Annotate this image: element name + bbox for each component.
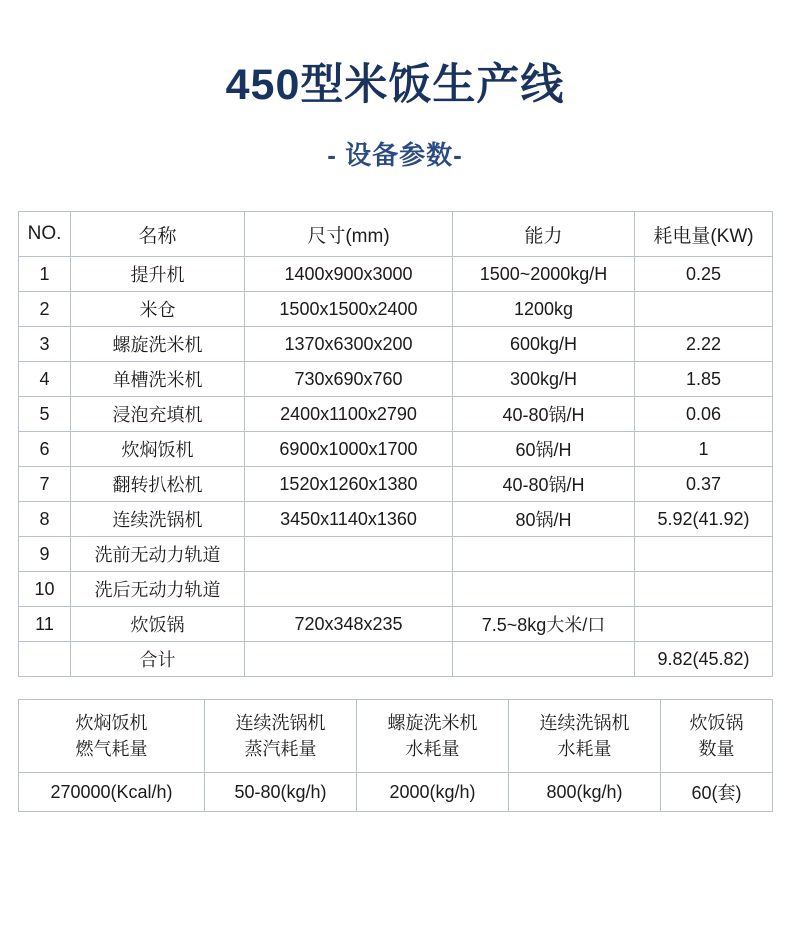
cell-size <box>245 537 453 572</box>
cell-size: 1370x6300x200 <box>245 327 453 362</box>
cell-no: 4 <box>19 362 71 397</box>
cell-no: 1 <box>19 257 71 292</box>
column-header-power: 耗电量(KW) <box>635 212 773 257</box>
consumption-header-potwasher-water-line1: 连续洗锅机 <box>539 713 630 734</box>
cell-capacity <box>453 572 635 607</box>
cell-capacity: 40-80锅/H <box>453 397 635 432</box>
cell-no: 8 <box>19 502 71 537</box>
table-row <box>19 537 773 572</box>
cell-name: 单槽洗米机 <box>71 362 245 397</box>
page-title: 450型米饭生产线 <box>225 61 565 109</box>
cell-capacity: 7.5~8kg大米/口 <box>453 607 635 642</box>
cell-power <box>635 607 773 642</box>
table-row <box>19 362 773 397</box>
cell-size: 730x690x760 <box>245 362 453 397</box>
consumption-header-steam-line1: 连续洗锅机 <box>235 713 326 734</box>
column-header-no: NO. <box>19 212 71 257</box>
cell-capacity: 60锅/H <box>453 432 635 467</box>
consumption-header-potwasher-water-line2: 水耗量 <box>557 739 612 760</box>
cell-name: 洗后无动力轨道 <box>71 572 245 607</box>
cell-name: 连续洗锅机 <box>71 502 245 537</box>
cell-no: 11 <box>19 607 71 642</box>
table-row <box>19 607 773 642</box>
cell-name: 炊饭锅 <box>71 607 245 642</box>
cell-power <box>635 292 773 327</box>
consumption-value-washer-water: 2000(kg/h) <box>357 773 509 812</box>
table-row <box>19 292 773 327</box>
consumption-header-washer-water-line1: 螺旋洗米机 <box>387 713 478 734</box>
cell-no <box>19 642 71 677</box>
cell-total-label: 合计 <box>71 642 245 677</box>
consumption-value-potwasher-water: 800(kg/h) <box>509 773 661 812</box>
cell-no: 3 <box>19 327 71 362</box>
cell-power: 1.85 <box>635 362 773 397</box>
column-header-size: 尺寸(mm) <box>245 212 453 257</box>
cell-name: 提升机 <box>71 257 245 292</box>
page-subtitle: - 设备参数- <box>327 140 463 171</box>
cell-size: 3450x1140x1360 <box>245 502 453 537</box>
consumption-header-washer-water-line2: 水耗量 <box>405 739 460 760</box>
cell-size: 2400x1100x2790 <box>245 397 453 432</box>
cell-size: 1500x1500x2400 <box>245 292 453 327</box>
cell-capacity: 80锅/H <box>453 502 635 537</box>
consumption-header-gas <box>19 700 205 773</box>
table-row <box>19 572 773 607</box>
cell-name: 翻转扒松机 <box>71 467 245 502</box>
column-header-name: 名称 <box>71 212 245 257</box>
cell-power: 0.37 <box>635 467 773 502</box>
table-row-total <box>19 642 773 677</box>
cell-power <box>635 537 773 572</box>
cell-no: 5 <box>19 397 71 432</box>
cell-capacity: 1200kg <box>453 292 635 327</box>
cell-capacity <box>453 642 635 677</box>
table-row <box>19 432 773 467</box>
cell-size <box>245 572 453 607</box>
cell-name: 洗前无动力轨道 <box>71 537 245 572</box>
consumption-header-potwasher-water <box>509 700 661 773</box>
consumption-header-washer-water <box>357 700 509 773</box>
cell-name: 米仓 <box>71 292 245 327</box>
consumption-value-row <box>19 773 773 812</box>
consumption-header-steam-line2: 蒸汽耗量 <box>244 739 317 760</box>
cell-name: 炊焖饭机 <box>71 432 245 467</box>
consumption-header-pot-count-line2: 数量 <box>698 739 735 760</box>
equipment-parameters-table <box>18 211 773 677</box>
table-header-row <box>19 212 773 257</box>
cell-power: 0.25 <box>635 257 773 292</box>
cell-name: 螺旋洗米机 <box>71 327 245 362</box>
consumption-header-gas-line2: 燃气耗量 <box>75 739 148 760</box>
table-row <box>19 327 773 362</box>
cell-capacity: 40-80锅/H <box>453 467 635 502</box>
cell-no: 2 <box>19 292 71 327</box>
cell-power <box>635 572 773 607</box>
cell-capacity: 300kg/H <box>453 362 635 397</box>
cell-size: 1400x900x3000 <box>245 257 453 292</box>
table-row <box>19 467 773 502</box>
consumption-value-gas: 270000(Kcal/h) <box>19 773 205 812</box>
cell-no: 7 <box>19 467 71 502</box>
cell-capacity <box>453 537 635 572</box>
cell-no: 10 <box>19 572 71 607</box>
consumption-header-row <box>19 700 773 773</box>
cell-power: 1 <box>635 432 773 467</box>
table-row <box>19 257 773 292</box>
consumption-header-pot-count <box>661 700 773 773</box>
cell-size <box>245 642 453 677</box>
consumption-value-steam: 50-80(kg/h) <box>205 773 357 812</box>
cell-power: 2.22 <box>635 327 773 362</box>
cell-power: 0.06 <box>635 397 773 432</box>
cell-no: 9 <box>19 537 71 572</box>
cell-capacity: 600kg/H <box>453 327 635 362</box>
cell-size: 6900x1000x1700 <box>245 432 453 467</box>
table-row <box>19 397 773 432</box>
consumption-value-pot-count: 60(套) <box>661 773 773 812</box>
consumption-header-gas-line1: 炊焖饭机 <box>75 713 148 734</box>
cell-no: 6 <box>19 432 71 467</box>
consumption-header-pot-count-line1: 炊饭锅 <box>689 713 744 734</box>
consumption-table <box>18 699 773 812</box>
table-row <box>19 502 773 537</box>
cell-size: 1520x1260x1380 <box>245 467 453 502</box>
cell-name: 浸泡充填机 <box>71 397 245 432</box>
cell-total-power: 9.82(45.82) <box>635 642 773 677</box>
consumption-header-steam <box>205 700 357 773</box>
cell-power: 5.92(41.92) <box>635 502 773 537</box>
cell-capacity: 1500~2000kg/H <box>453 257 635 292</box>
cell-size: 720x348x235 <box>245 607 453 642</box>
column-header-capacity: 能力 <box>453 212 635 257</box>
